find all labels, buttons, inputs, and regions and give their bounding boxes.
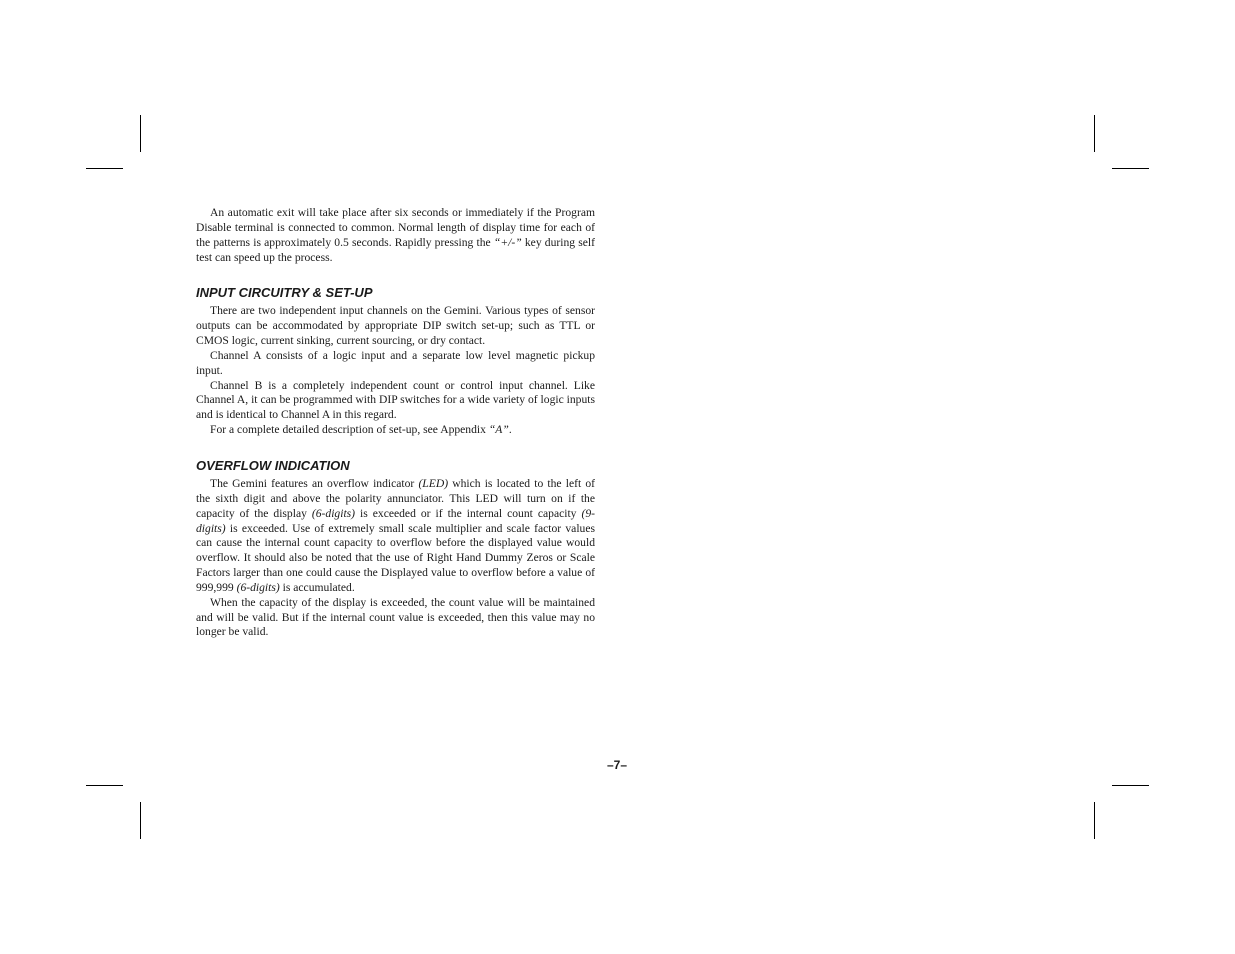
text-column: [196, 206, 595, 640]
crop-mark-top-left-vertical: [140, 115, 141, 152]
overflow-p1-c: which is located to the left of the sixth digit and above the polarity annunciator. This LED will turn on if the capacity of the display: [196, 476, 595, 520]
overflow-p1-h: (6-digits): [236, 580, 280, 594]
crop-mark-top-right-horizontal: [1112, 168, 1149, 169]
crop-mark-top-left-horizontal: [86, 168, 123, 169]
overflow-p1-a: The Gemini features an overflow indicator: [210, 476, 419, 490]
page-number: –7–: [606, 758, 628, 772]
crop-mark-bottom-right-vertical: [1094, 802, 1095, 839]
intro-text-1: An automatic exit will take place after six seconds or immediately if the Program Disable terminal is connected to common. Normal length of display time for each of the patterns is approximately 0.5 seconds. Rapidly pressing the: [196, 206, 595, 249]
input-p4-text: For a complete detailed description of set-up, see Appendix: [210, 423, 489, 437]
intro-text-2: key during self test can speed up the process.: [196, 235, 595, 264]
input-circuitry-heading: INPUT CIRCUITRY & SET-UP: [196, 285, 373, 301]
overflow-p1-d: (6-digits): [311, 506, 356, 520]
crop-mark-bottom-right-horizontal: [1112, 785, 1149, 786]
input-paragraph-1: There are two independent input channels on the Gemini. Various types of sensor outputs can be accommodated by appropriate DIP switch set-up; such as TTL or CMOS logic, current sinking, current sourcing, or dry contact.: [196, 304, 595, 348]
overflow-paragraph-1: [196, 477, 595, 596]
overflow-paragraph-2: When the capacity of the display is exceeded, the count value will be maintained and will be valid. But if the internal count value is exceeded, then this value may no longer be valid.: [196, 595, 595, 639]
overflow-p1-i: is accumulated.: [279, 580, 355, 594]
overflow-p1-e: is exceeded or if the internal count capacity: [355, 506, 582, 520]
input-paragraph-2: Channel A consists of a logic input and a separate low level magnetic pickup input.: [196, 348, 595, 377]
overflow-indication-heading: OVERFLOW INDICATION: [196, 457, 350, 473]
overflow-p1-b: (LED): [418, 476, 449, 490]
intro-paragraph: [196, 206, 595, 265]
crop-mark-bottom-left-vertical: [140, 802, 141, 839]
crop-mark-top-right-vertical: [1094, 115, 1095, 152]
input-p4-end: .: [508, 423, 512, 437]
input-paragraph-3: Channel B is a completely independent count or control input channel. Like Channel A, it can be programmed with DIP switches for a wide variety of logic inputs and is identical to Channel A in this regard.: [196, 378, 595, 422]
appendix-reference: “A”: [488, 423, 509, 437]
overflow-p1-f: (9-digits): [196, 506, 595, 535]
overflow-p1-g: is exceeded. Use of extremely small scale multiplier and scale factor values can cause the internal count capacity to overflow before the displayed value would overflow. It should also be noted that the use of Right Hand Dummy Zeros or Scale Factors larger than one could cause the Displayed value to overflow before a value of 999,999: [196, 521, 595, 594]
input-paragraph-4: [196, 423, 595, 438]
intro-key-label: “+/-”: [493, 235, 522, 249]
crop-mark-bottom-left-horizontal: [86, 785, 123, 786]
